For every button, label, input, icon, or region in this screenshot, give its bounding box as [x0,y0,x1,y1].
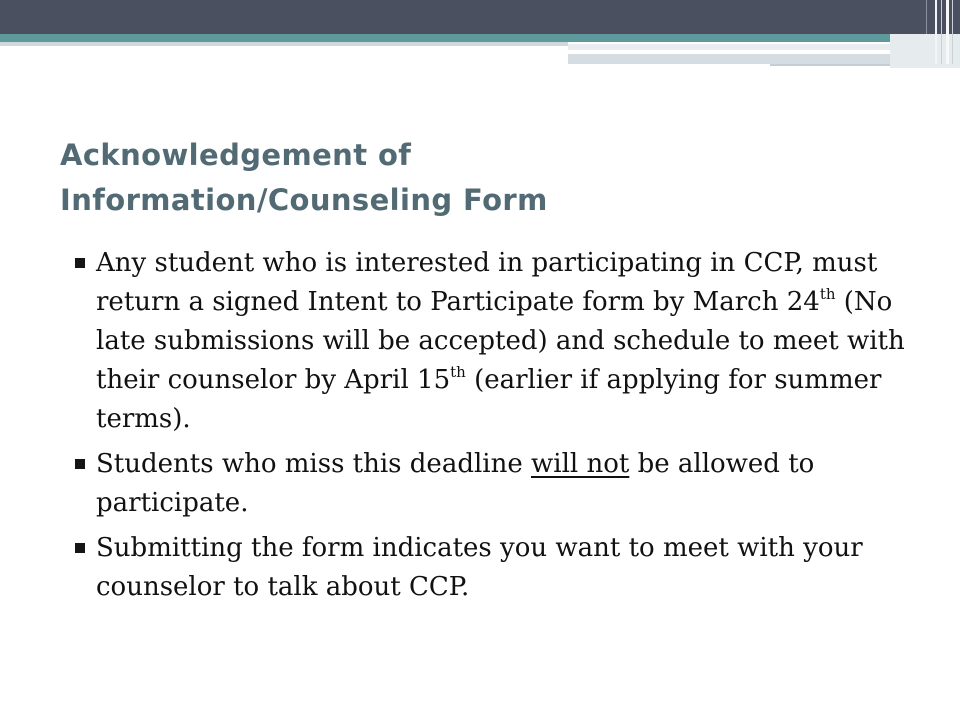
header-divider-line [952,0,953,64]
header-band [0,0,960,34]
bullet-text: Any student who is interested in participating in CCP, must return a signed Intent to Participate form by March 24 [96,248,878,317]
slide-title-line: Acknowledgement of [60,138,412,172]
square-bullet-icon [75,459,85,469]
header-divider-line [941,0,942,64]
header-accent-bar [770,64,890,66]
bullet-text: Submitting the form indicates you want to meet with your counselor to talk about CCP. [96,533,863,602]
bullet-text: (No late submissions will be accepted) and schedule to meet with their counselor by April 15 [96,287,905,395]
slide-title [60,133,548,223]
slide-title-line: Information/Counseling Form [60,183,548,217]
header-corner-block [890,34,960,68]
header-accent-bar [568,54,890,64]
square-bullet-icon [75,543,85,553]
underlined-emphasis: will not [531,449,630,479]
header-accent-bar [568,42,890,50]
bullet-text: be allowed to participate. [96,449,815,518]
bullet-item [75,445,915,523]
square-bullet-icon [75,258,85,268]
header-divider-line [926,0,927,34]
header-divider-line [946,0,949,64]
bullet-text: (earlier if applying for summer terms). [96,365,882,434]
header-divider-line [935,0,937,64]
bullet-item [75,244,915,439]
ordinal-suffix: th [819,285,836,303]
bullet-item [75,529,915,607]
bullet-text: Students who miss this deadline [96,449,531,479]
bullet-list [75,244,915,613]
ordinal-suffix: th [450,363,466,381]
header-shadow-stripe [0,42,568,46]
header-teal-stripe [0,34,890,42]
